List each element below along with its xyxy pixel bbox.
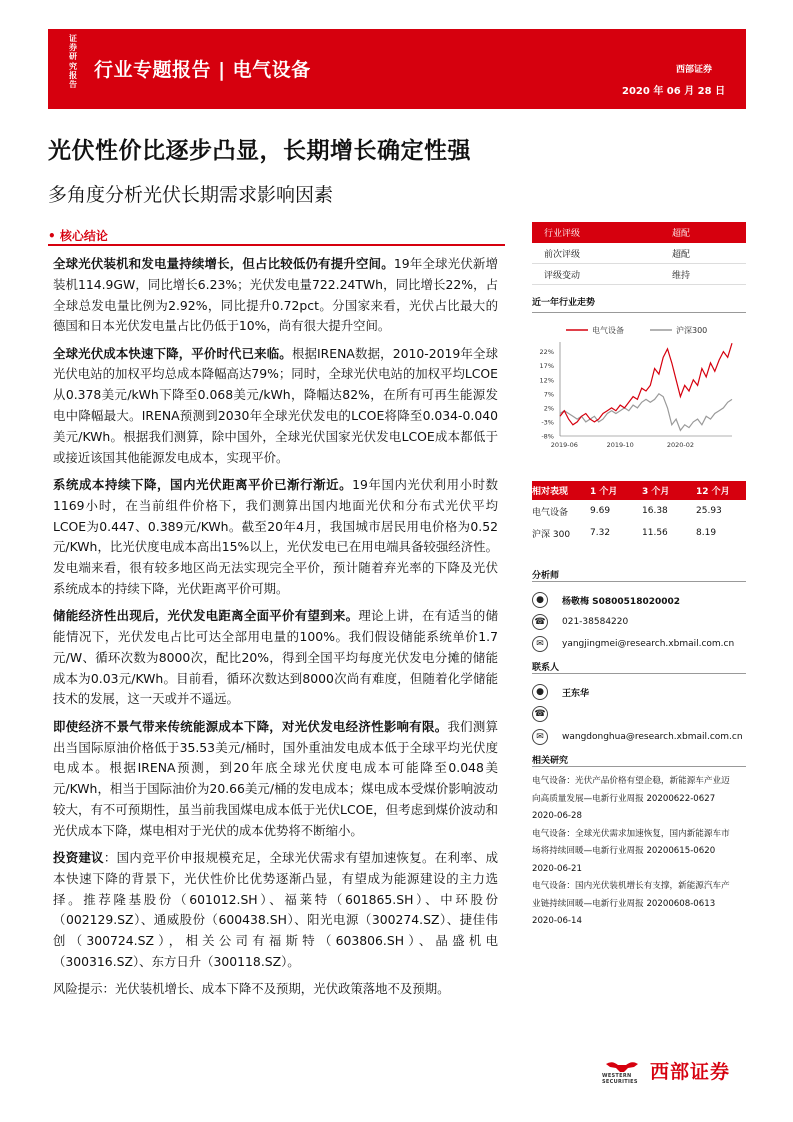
risk-note: 风险提示：光伏装机增长、成本下降不及预期，光伏政策落地不及预期。 — [53, 981, 450, 997]
contact-name-row: ● 王东华 — [532, 684, 589, 700]
trend-chart-svg — [532, 318, 746, 458]
divider — [532, 673, 746, 674]
rating-row: 前次评级 超配 — [532, 243, 746, 264]
y-tick-label: 2% — [543, 404, 554, 413]
paragraph: 即使经济不景气带来传统能源成本下降，对光伏发电经济性影响有限。我们测算出当国际原油价格低于35.53美元/桶时，国外重油发电成本低于全球平均光伏度电成本。根据IRENA预测，到20年底全球光伏度电成本可能降至0.048美元/KWh，相当于国际油价为20.66美元/桶的发电成本；煤电成本受煤价影响波动较大，有不可预期性，虽当前我国煤电成本低于光伏LCOE，但考虑到煤价波动和光伏成本下降，煤电相对于光伏的成本优势将不断缩小。 — [53, 718, 498, 838]
page-title: 光伏性价比逐步凸显，长期增长确定性强 — [48, 138, 471, 164]
related-line: 2020-06-14 — [532, 916, 582, 926]
contact-phone-row — [532, 706, 562, 722]
series-line — [560, 394, 732, 431]
related-line[interactable]: 电气设备：光伏产品价格有望企稳，新能源车产业迈 — [532, 776, 730, 786]
performance-row: 沪深 300 7.32 11.56 8.19 — [532, 528, 717, 540]
related-line[interactable]: 电气设备：国内光伏装机增长有支撑，新能源汽车产 — [532, 881, 730, 891]
person-icon: ● — [532, 684, 548, 700]
analyst-email-row: ✉ yangjingmei@research.xbmail.com.cn — [532, 636, 734, 652]
y-tick-label: 22% — [539, 348, 554, 357]
y-tick-label: 17% — [539, 362, 554, 371]
legend-label: 电气设备 — [592, 326, 624, 335]
x-tick-label: 2019-10 — [606, 441, 634, 449]
person-icon: ● — [532, 592, 548, 608]
paragraph: 储能经济性出现后，光伏发电距离全面平价有望到来。理论上讲，在有适当的储能情况下，光伏发电占比可达全部用电量的100%。我们假设储能系统单价1.7元/W、循环次数为8000次，配比20%，得到全国平均每度光伏发电分摊的储能成本为0.03元/KWh。目前看，循环次数达到8000次尚有难度，但随着化学储能技术的发展，这一天或并不遥远。 — [53, 608, 499, 707]
header-logo: 西部证券 — [676, 65, 713, 75]
chart-title: 近一年行业走势 — [532, 295, 746, 313]
paragraph: 全球光伏装机和发电量持续增长，但占比较低仍有提升空间。19年全球光伏新增装机114.9GW，同比增长6.23%；光伏发电量722.24TWh，同比增长22%，占全球总发电量比例为2.92%，同比提升0.72pct。分国家来看，光伏占比最大的德国和日本光伏发电量占比仍低于10%，尚有很大提升空间。 — [53, 256, 498, 334]
contact-email-row: ✉ wangdonghua@research.xbmail.com.cn — [532, 729, 743, 745]
rating-row: 行业评级 超配 — [532, 222, 746, 243]
x-tick-label: 2019-06 — [550, 441, 578, 449]
performance-table — [532, 481, 746, 544]
phone-icon: ☎ — [532, 614, 548, 630]
related-list — [532, 773, 746, 931]
performance-row: 电气设备 9.69 16.38 25.93 — [532, 506, 722, 518]
bull-logo-icon: WESTERN SECURITIES — [602, 1059, 642, 1083]
core-heading: • 核心结论 — [48, 224, 505, 246]
related-label: 相关研究 — [532, 756, 569, 766]
rating-row: 评级变动 维持 — [532, 264, 746, 285]
performance-header: 相对表现 1 个月 3 个月 12 个月 — [532, 481, 746, 500]
footer-logo-text: 西部证券 — [650, 1061, 731, 1083]
paragraph: 系统成本持续下降，国内光伏距离平价已渐行渐近。19年国内光伏利用小时数1169小时，在当前组件价格下，我们测算出国内地面光伏和分布式光伏平均LCOE为0.447、0.389元/KWh。截至20年4月，我国城市居民用电价格为0.52元/KWh，比光伏度电成本高出15%以上，光伏发电已在用电端具备较强经济性。发电端来看，很有较多地区尚无法实现完全平价，预计随着弃光率的下降及光伏系统成本的持续下降，光伏距离平价可期。 — [53, 476, 498, 596]
divider — [532, 766, 746, 767]
divider — [532, 581, 746, 582]
analyst-label: 分析师 — [532, 571, 560, 581]
related-line[interactable]: 向高质量发展—电新行业周报 20200622-0627 — [532, 793, 716, 804]
y-tick-label: -8% — [541, 432, 554, 441]
paragraph: 投资建议：国内竞平价申报规模充足，全球光伏需求有望加速恢复。在利率、成本快速下降的背景下，光伏性价比优势逐渐凸显，有望成为能源建设的主力选择。推荐隆基股份（601012.SH）、福莱特（601865.SH）、中环股份（002129.SZ）、通威股份（600438.SH）、阳光电源（300274.SZ）、捷佳伟创（300724.SZ），相关公司有福斯特（603806.SH）、晶盛机电（300316.SZ）、东方日升（300118.SZ）。 — [53, 850, 499, 969]
report-type: 行业专题报告 | 电气设备 — [94, 59, 311, 81]
rating-table — [532, 222, 746, 285]
page-subtitle: 多角度分析光伏长期需求影响因素 — [48, 184, 334, 206]
footer-logo — [602, 1057, 730, 1084]
analyst-phone-row: ☎ 021-38584220 — [532, 614, 628, 630]
y-tick-label: 12% — [539, 376, 554, 385]
related-line[interactable]: 场将持续回暖—电新行业周报 20200615-0620 — [532, 846, 716, 856]
x-tick-label: 2020-02 — [666, 441, 694, 449]
series-line — [560, 343, 732, 425]
mail-icon: ✉ — [532, 729, 548, 745]
mail-icon: ✉ — [532, 636, 548, 652]
trend-chart — [532, 318, 746, 458]
related-line[interactable]: 业链持续回暖—电新行业周报 20200608-0613 — [532, 898, 716, 909]
related-line: 2020-06-28 — [532, 811, 582, 821]
analyst-name-row: ● 杨敬梅 S0800518020002 — [532, 592, 680, 608]
related-line[interactable]: 电气设备：全球光伏需求加速恢复，国内新能源车市 — [532, 828, 730, 839]
side-tag: 证 券 研 究 报 告 — [69, 34, 77, 90]
y-tick-label: -3% — [541, 418, 554, 427]
core-body — [53, 254, 498, 1007]
y-tick-label: 7% — [543, 390, 554, 399]
report-date: 2020 年 06 月 28 日 — [622, 86, 726, 97]
contact-label: 联系人 — [532, 663, 560, 673]
paragraph: 全球光伏成本快速下降，平价时代已来临。根据IRENA数据，2010-2019年全球光伏电站的加权平均总成本降幅高达79%；同时，全球光伏电站的加权平均LCOE从0.378美元/kWh下降至0.068美元/kWh，降幅达82%，在所有可再生能源发电中降幅最大。IRENA预测到2030年全球光伏发电的LCOE将降至0.034-0.040美元/KWh。根据我们测算，除中国外，全球光伏国家光伏发电LCOE成本都低于或接近该国其他能源发电成本，实现平价。 — [53, 345, 499, 465]
phone-icon: ☎ — [532, 706, 548, 722]
legend-label: 沪深300 — [676, 326, 708, 335]
related-line: 2020-06-21 — [532, 863, 582, 874]
